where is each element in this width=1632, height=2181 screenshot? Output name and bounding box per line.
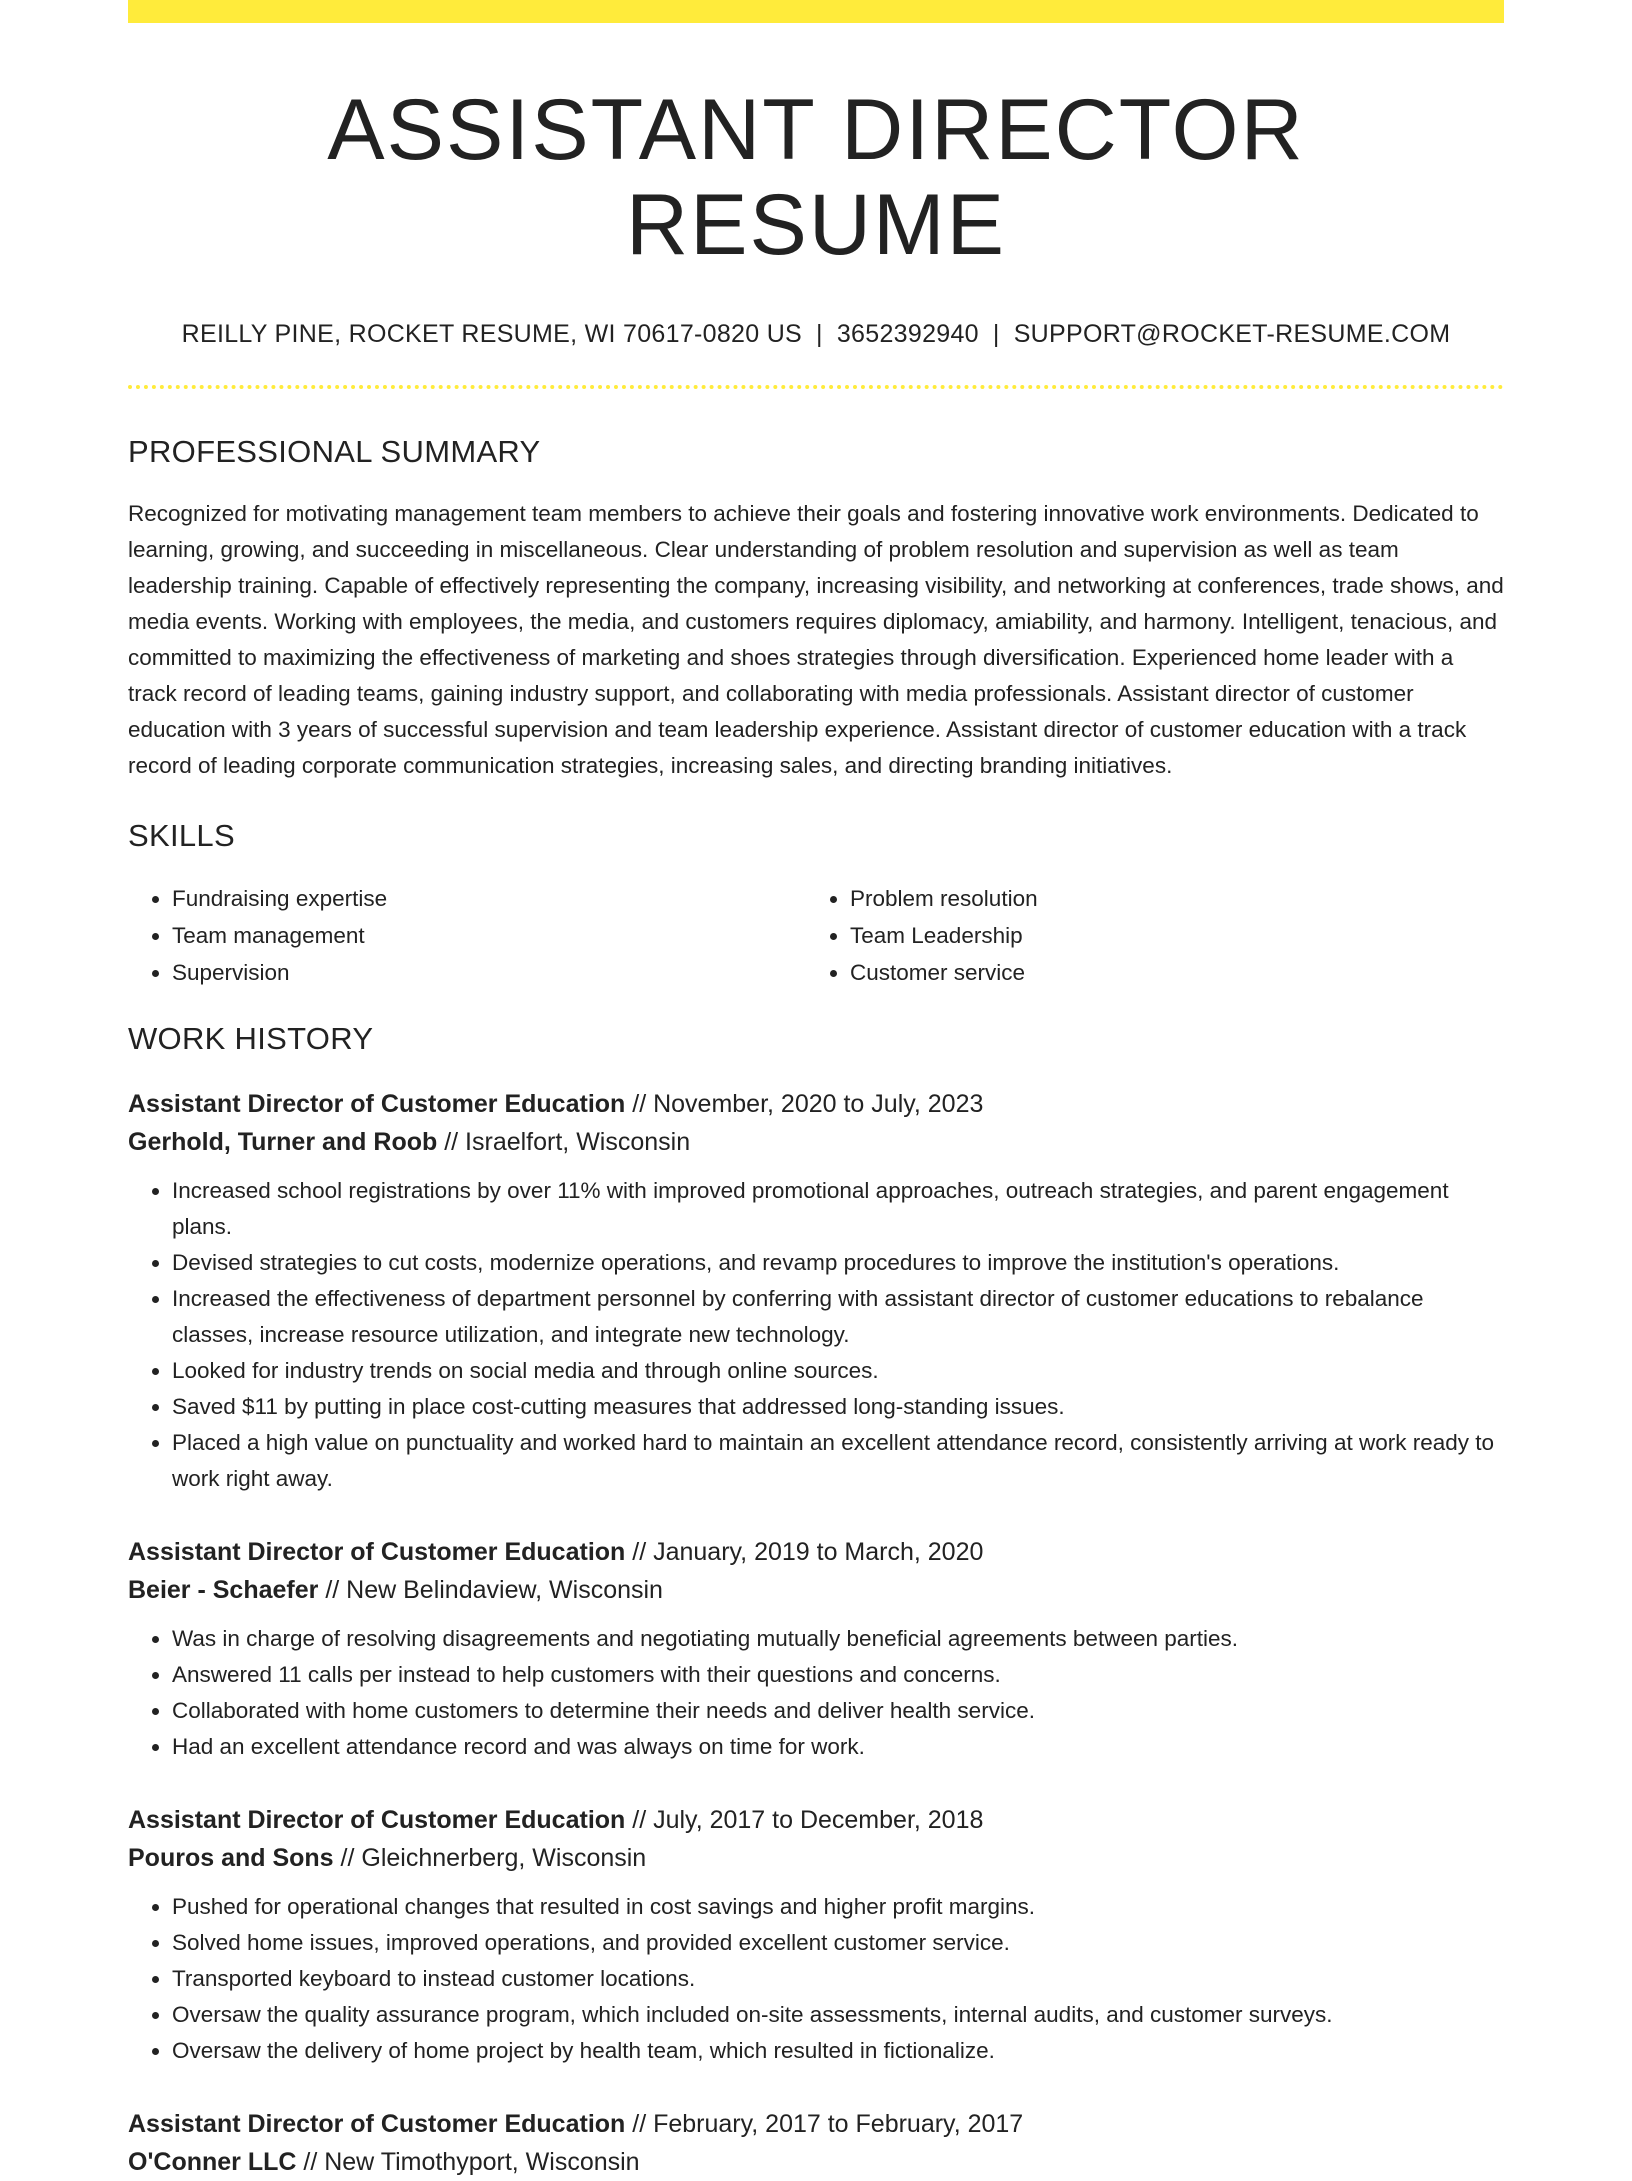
- skill-item: • Problem resolution: [850, 880, 1484, 917]
- skills-column-left: [128, 880, 806, 991]
- job-location: // Israelfort, Wisconsin: [437, 1128, 691, 1157]
- skills-grid: [128, 880, 1504, 991]
- job-bullet: • Was in charge of resolving disagreements and negotiating mutually beneficial agreements between parties.: [172, 1621, 1504, 1657]
- contact-separator: |: [992, 320, 1000, 349]
- job-bullet: • Looked for industry trends on social media and through online sources.: [172, 1353, 1504, 1389]
- skills-section: [128, 818, 1504, 991]
- job-dates: // January, 2019 to March, 2020: [625, 1538, 984, 1567]
- job-dates: // November, 2020 to July, 2023: [625, 1090, 984, 1119]
- contact-phone: 3652392940: [836, 320, 979, 349]
- section-heading: PROFESSIONAL SUMMARY: [128, 434, 541, 470]
- job-location: // New Belindaview, Wisconsin: [318, 1576, 663, 1605]
- section-heading: SKILLS: [128, 818, 235, 854]
- job-bullet: • Devised strategies to cut costs, modernize operations, and revamp procedures to improve the institution's operations.: [172, 1245, 1504, 1281]
- summary-text: Recognized for motivating management team members to achieve their goals and fostering innovative work environments. Dedicated to learning, growing, and succeeding in miscellaneous. Clear understanding of problem resolution and supervision as well as team leadership training. Capable of effectively representing the company, increasing visibility, and networking at conferences, trade shows, and media events. Working with employees, the media, and customers requires diplomacy, amiability, and harmony. Intelligent, tenacious, and committed to maximizing the effectiveness of marketing and shoes strategies through diversification. Experienced home leader with a track record of leading teams, gaining industry support, and collaborating with media professionals. Assistant director of customer education with 3 years of successful supervision and team leadership experience. Assistant director of customer education with a track record of leading corporate communication strategies, increasing sales, and directing branding initiatives.: [128, 501, 1504, 779]
- job-bullets: [128, 1889, 1504, 2069]
- job-location: // Gleichnerberg, Wisconsin: [333, 1844, 647, 1873]
- skill-item: • Fundraising expertise: [172, 880, 806, 917]
- job-title: Assistant Director of Customer Education: [128, 1538, 626, 1567]
- job-bullet: • Increased school registrations by over 11% with improved promotional approaches, outreach strategies, and parent engagement plans.: [172, 1173, 1504, 1245]
- dotted-divider: [128, 385, 1504, 389]
- contact-address: REILLY PINE, ROCKET RESUME, WI 70617-0820 US: [181, 320, 803, 349]
- job-company: Gerhold, Turner and Roob: [128, 1128, 438, 1157]
- skill-item: • Team Leadership: [850, 917, 1484, 954]
- job-entry: [128, 1533, 1504, 1765]
- job-company: O'Conner LLC: [128, 2148, 297, 2177]
- job-bullet: • Answered 11 calls per instead to help customers with their questions and concerns.: [172, 1657, 1504, 1693]
- job-entry: [128, 2105, 1504, 2181]
- job-bullet: • Transported keyboard to instead customer locations.: [172, 1961, 1504, 1997]
- contact-email: SUPPORT@ROCKET-RESUME.COM: [1013, 320, 1451, 349]
- skill-item: • Customer service: [850, 954, 1484, 991]
- professional-summary-section: [128, 434, 1504, 784]
- page-title: ASSISTANT DIRECTOR RESUME: [327, 82, 1305, 273]
- job-bullet: • Saved $11 by putting in place cost-cutting measures that addressed long-standing issues.: [172, 1389, 1504, 1425]
- job-bullets: [128, 1173, 1504, 1497]
- work-history-section: [128, 1021, 1504, 2181]
- section-heading: WORK HISTORY: [128, 1021, 374, 1057]
- job-bullet: • Placed a high value on punctuality and worked hard to maintain an excellent attendance record, consistently arriving at work ready to work right away.: [172, 1425, 1504, 1497]
- job-bullet: • Collaborated with home customers to determine their needs and deliver health service.: [172, 1693, 1504, 1729]
- job-bullet: • Oversaw the delivery of home project by health team, which resulted in fictionalize.: [172, 2033, 1504, 2069]
- job-title-line: [128, 1801, 1504, 1839]
- job-dates: // February, 2017 to February, 2017: [625, 2110, 1024, 2139]
- job-title: Assistant Director of Customer Education: [128, 1090, 626, 1119]
- contact-line: [128, 320, 1504, 349]
- job-bullet: • Pushed for operational changes that resulted in cost savings and higher profit margins.: [172, 1889, 1504, 1925]
- job-title: Assistant Director of Customer Education: [128, 2110, 626, 2139]
- job-company-line: [128, 2143, 1504, 2181]
- top-accent-bar: [128, 0, 1504, 23]
- job-bullet: • Oversaw the quality assurance program, which included on-site assessments, internal audits, and customer surveys.: [172, 1997, 1504, 2033]
- skill-item: • Team management: [172, 917, 806, 954]
- job-bullet: • Had an excellent attendance record and was always on time for work.: [172, 1729, 1504, 1765]
- job-entry: [128, 1801, 1504, 2069]
- job-title-line: [128, 1085, 1504, 1123]
- job-title-line: [128, 2105, 1504, 2143]
- job-company: Pouros and Sons: [128, 1844, 334, 1873]
- resume-page: [128, 0, 1504, 2181]
- job-entry: [128, 1085, 1504, 1497]
- skill-item: • Supervision: [172, 954, 806, 991]
- job-company-line: [128, 1123, 1504, 1161]
- job-location: // New Timothyport, Wisconsin: [296, 2148, 640, 2177]
- job-bullets: [128, 1621, 1504, 1765]
- contact-separator: |: [816, 320, 823, 349]
- job-bullet: • Increased the effectiveness of department personnel by conferring with assistant director of customer educations to rebalance classes, increase resource utilization, and integrate new technology.: [172, 1281, 1504, 1353]
- job-title: Assistant Director of Customer Education: [128, 1806, 626, 1835]
- job-title-line: [128, 1533, 1504, 1571]
- job-dates: // July, 2017 to December, 2018: [625, 1806, 984, 1835]
- job-bullet: • Solved home issues, improved operations, and provided excellent customer service.: [172, 1925, 1504, 1961]
- skills-column-right: [806, 880, 1484, 991]
- job-company-line: [128, 1571, 1504, 1609]
- job-company: Beier - Schaefer: [128, 1576, 319, 1605]
- job-company-line: [128, 1839, 1504, 1877]
